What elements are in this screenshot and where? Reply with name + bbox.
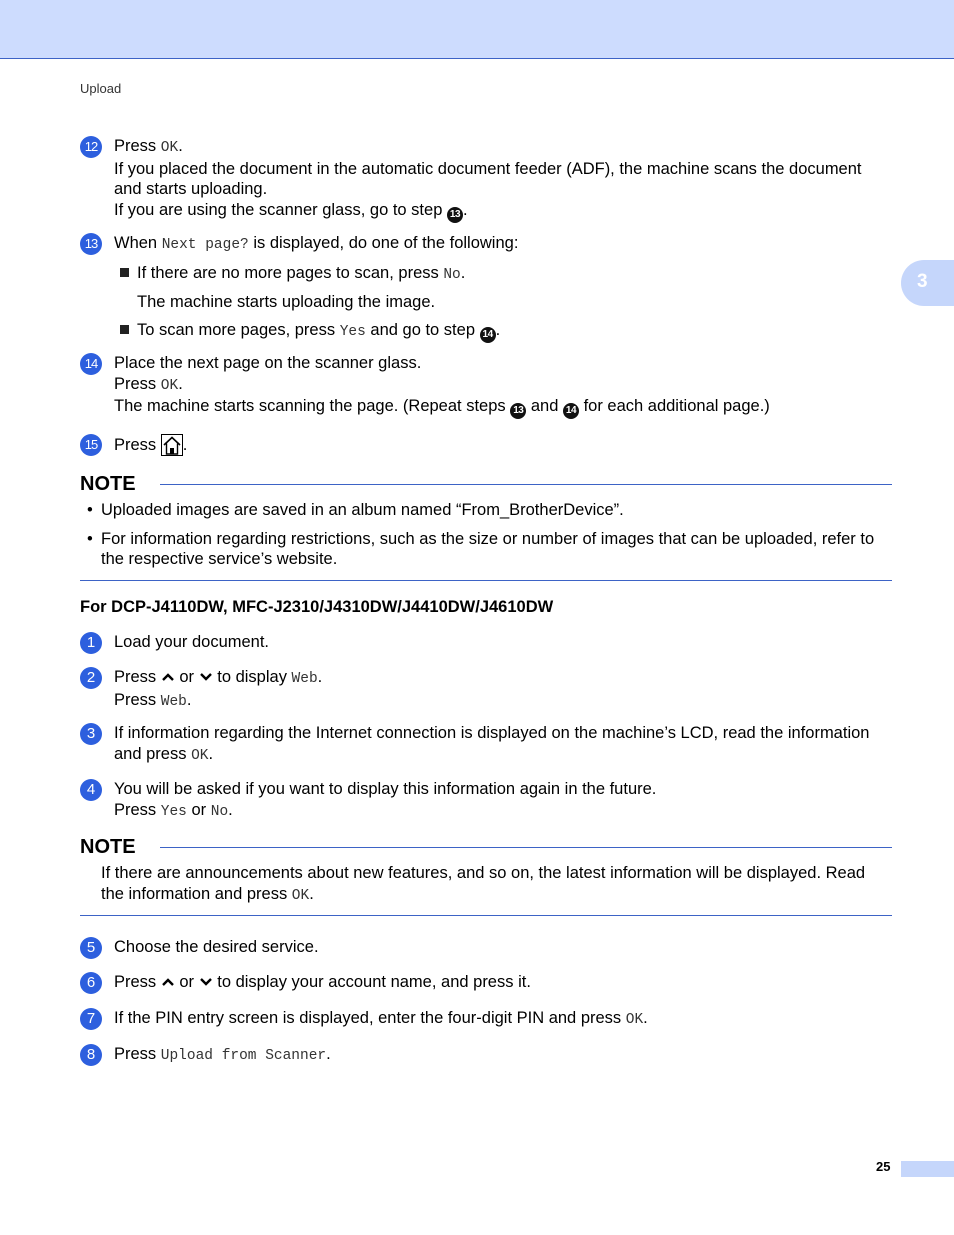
step-15: 15 Press . <box>80 434 892 456</box>
lcd-button-ok: OK <box>160 377 179 394</box>
lcd-button-web: Web <box>160 693 187 710</box>
lcd-button-ok: OK <box>191 747 209 764</box>
square-bullet-icon <box>120 325 129 334</box>
lcd-button-web: Web <box>291 671 318 687</box>
divider <box>160 847 892 848</box>
step-text: If the PIN entry screen is displayed, enter the four-digit PIN and press <box>114 1009 622 1027</box>
step-ref-badge: 13 <box>510 403 526 419</box>
step-1 <box>80 632 892 653</box>
divider <box>160 484 892 485</box>
step-text: Press <box>114 973 157 991</box>
step-number-badge: 4 <box>80 779 102 801</box>
step-text: If you placed the document in the automatic document feeder (ADF), the machine scans the document and starts uploading. <box>114 159 862 198</box>
step-number-badge: 12 <box>80 136 102 158</box>
step-6 <box>80 972 892 993</box>
note-text-body: If there are announcements about new features, and so on, the latest information will be displayed. Read the information and press <box>101 864 866 903</box>
step-3: 3 If information regarding the Internet connection is displayed on the machine’s LCD, read the information and press OK. <box>80 723 892 766</box>
lcd-button-no: No <box>210 803 229 820</box>
step-12: 12 Press OK. If you placed the document in the automatic document feeder (ADF), the machine scans the document and starts uploading. If you are using the scanner glass, go to step 13 . <box>80 136 892 223</box>
divider <box>80 580 892 582</box>
home-icon <box>161 434 183 456</box>
lcd-button-yes: Yes <box>339 323 366 340</box>
step-text: or <box>191 800 207 819</box>
lcd-button-upload-from-scanner: Upload from Scanner <box>160 1048 327 1064</box>
step-text: Place the next page on the scanner glass. <box>114 354 422 372</box>
step-text: When <box>114 234 158 252</box>
step-ref-badge: 14 <box>563 403 579 419</box>
sub-bullet: If there are no more pages to scan, press No. <box>120 263 892 286</box>
step-7: 7 If the PIN entry screen is displayed, enter the four-digit PIN and press OK. <box>80 1008 892 1031</box>
divider <box>80 915 892 916</box>
square-bullet-icon <box>120 268 129 277</box>
step-8: 8 Press Upload from Scanner. <box>80 1044 892 1067</box>
top-header-band <box>0 0 954 59</box>
step-text: Choose the desired service. <box>114 938 319 956</box>
chevron-up-icon <box>161 672 175 682</box>
step-text: or <box>179 973 195 991</box>
step-text: Press <box>114 668 157 686</box>
step-4: 4 You will be asked if you want to display this information again in the future. Press Yes or No. <box>80 779 892 822</box>
note-title: NOTE <box>80 473 136 495</box>
step-ref-badge: 14 <box>480 327 496 343</box>
step-text: for each additional page.) <box>583 397 770 415</box>
chevron-up-icon <box>161 977 175 987</box>
sub-bullet: To scan more pages, press Yes and go to step 14 . <box>120 320 892 343</box>
lcd-button-yes: Yes <box>160 803 187 820</box>
step-5 <box>80 937 892 958</box>
step-text: to display <box>217 668 287 686</box>
step-number-badge: 5 <box>80 937 102 959</box>
step-13 <box>80 233 892 343</box>
step-number-badge: 3 <box>80 723 102 745</box>
chapter-number: 3 <box>917 271 928 292</box>
lcd-button-ok: OK <box>160 140 179 156</box>
lcd-button-ok: OK <box>625 1012 644 1028</box>
step-text: Press <box>114 137 157 155</box>
step-text: You will be asked if you want to display this information again in the future. <box>114 780 657 798</box>
running-header: Upload <box>80 81 122 96</box>
step-text: is displayed, do one of the following: <box>253 234 519 252</box>
step-number-badge: 6 <box>80 972 102 994</box>
note-bullet: • Uploaded images are saved in an album named “From_BrotherDevice”. <box>87 501 624 519</box>
page-number: 25 <box>876 1159 891 1174</box>
step-number-badge: 13 <box>80 233 102 255</box>
step-text: If you are using the scanner glass, go to step <box>114 200 443 219</box>
step-ref-badge: 13 <box>447 207 463 223</box>
step-text: and <box>530 397 559 415</box>
step-number-badge: 14 <box>80 353 102 375</box>
step-14: 14 Place the next page on the scanner glass. Press OK. The machine starts scanning the page. (Repeat steps 13 and 14 for each additional page.) <box>80 353 892 419</box>
lcd-button-ok: OK <box>291 887 310 904</box>
chapter-tab <box>901 260 954 306</box>
step-text: Load your document. <box>114 633 270 651</box>
chevron-down-icon <box>199 977 213 987</box>
step-number-badge: 7 <box>80 1008 102 1030</box>
step-number-badge: 1 <box>80 632 102 654</box>
bullet-text: To scan more pages, press <box>137 320 336 339</box>
step-number-badge: 15 <box>80 434 102 456</box>
punctuation: . <box>178 137 183 155</box>
chevron-down-icon <box>199 672 213 682</box>
note-title: NOTE <box>80 836 136 858</box>
step-text: Press <box>114 436 157 454</box>
step-text: The machine starts scanning the page. (Repeat steps <box>114 397 506 415</box>
note-text: Uploaded images are saved in an album named “From_BrotherDevice”. <box>101 501 624 519</box>
step-text: to display your account name, and press it. <box>217 973 531 991</box>
note-text: If there are announcements about new features, and so on, the latest information will be displayed. Read the information and press OK. <box>101 864 866 904</box>
step-text: Press <box>114 690 157 709</box>
section-title: For DCP-J4110DW, MFC-J2310/J4310DW/J4410DW/J4610DW <box>80 598 554 616</box>
bullet-text: If there are no more pages to scan, press <box>137 263 439 282</box>
step-number-badge: 8 <box>80 1044 102 1066</box>
note-box-1 <box>80 473 892 581</box>
bullet-text: The machine starts uploading the image. <box>137 293 436 311</box>
bullet-text: and go to step <box>370 320 475 339</box>
step-text: Press <box>114 1045 157 1063</box>
step-number-badge: 2 <box>80 667 102 689</box>
step-text: Press <box>114 800 157 819</box>
note-box-2 <box>80 836 892 916</box>
step-text: If information regarding the Internet connection is displayed on the machine’s LCD, read the information and press <box>114 724 870 763</box>
lcd-message-next-page: Next page? <box>161 237 249 253</box>
note-text: For information regarding restrictions, such as the size or number of images that can be uploaded, refer to the respective service’s website. <box>101 529 875 568</box>
step-text: or <box>179 668 195 686</box>
lcd-button-no: No <box>443 266 461 283</box>
note-bullet: • For information regarding restrictions, such as the size or number of images that can be uploaded, refer to the respective service’s website. <box>87 529 875 568</box>
step-2: 2 Press or to display Web. Press Web. <box>80 667 892 712</box>
page-number-band <box>901 1161 954 1177</box>
step-text: Press <box>114 374 157 393</box>
